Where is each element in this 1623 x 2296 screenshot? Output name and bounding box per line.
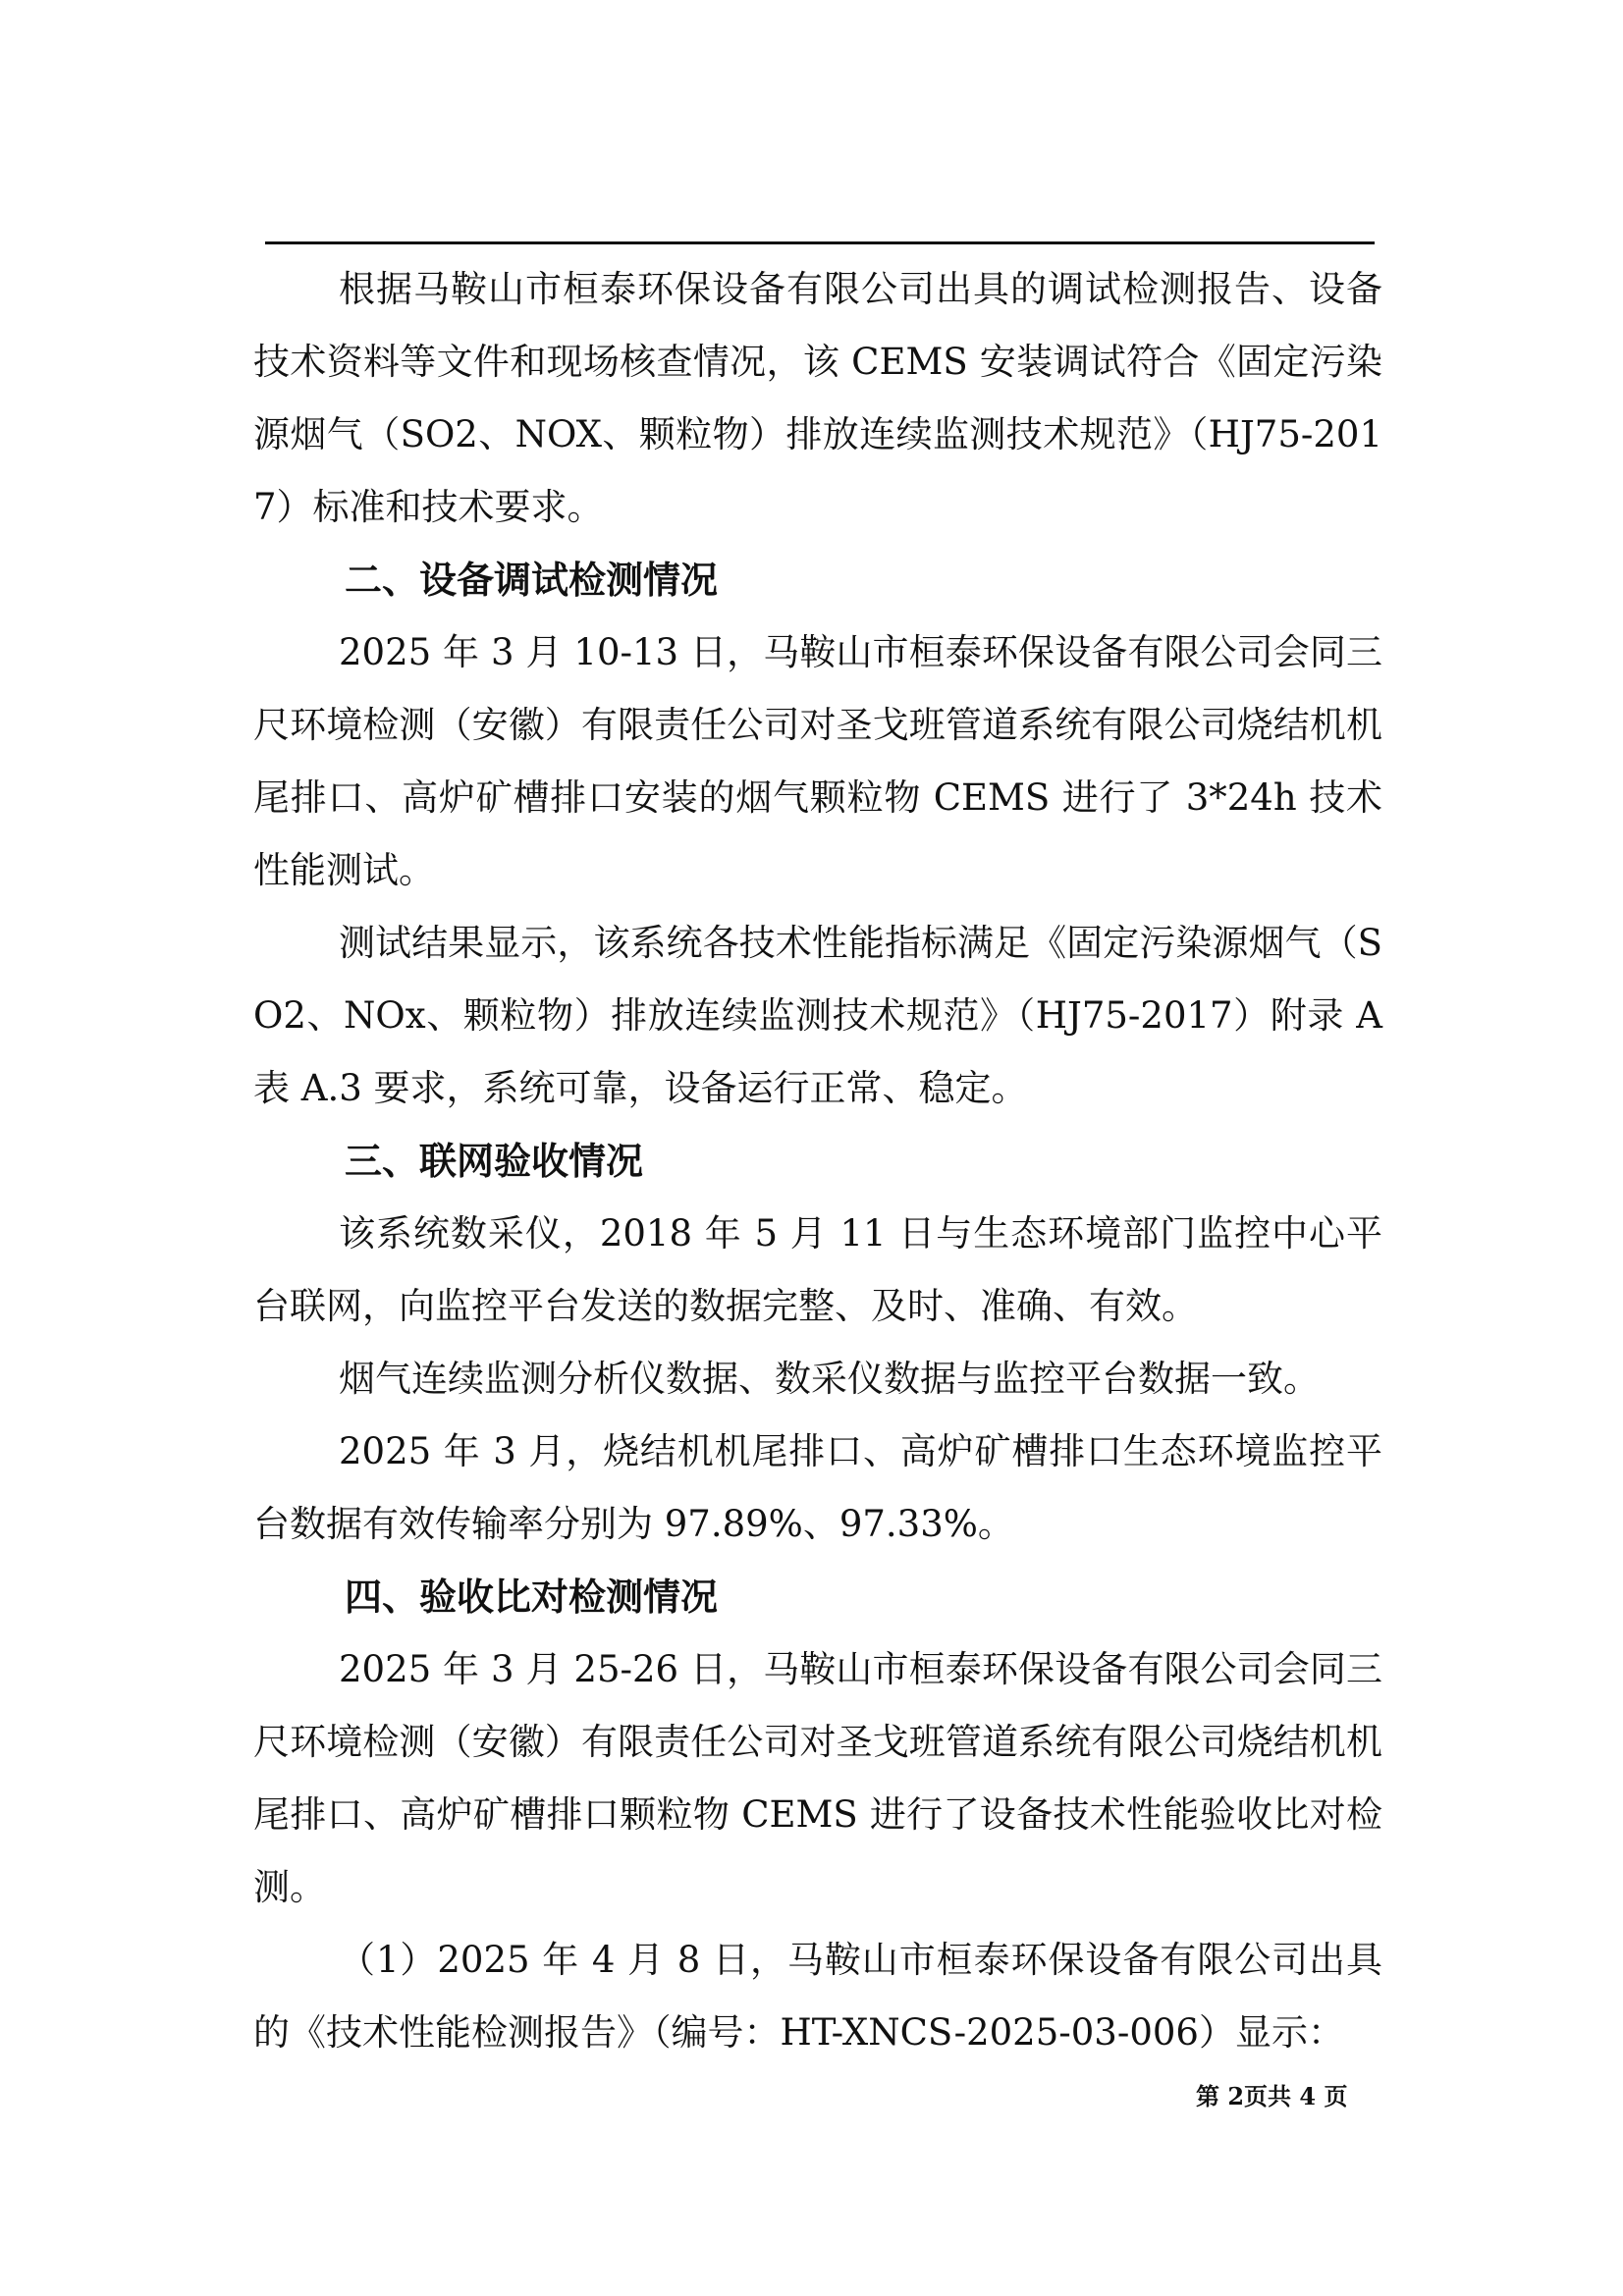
paragraph-cems-conformity: 根据马鞍山市桓泰环保设备有限公司出具的调试检测报告、设备技术资料等文件和现场核查情况，该 CEMS 安装调试符合《固定污染源烟气（SO2、NOX、颗粒物）排放连续监测技术规范》（HJ75-2017）标准和技术要求。 — [253, 268, 1382, 528]
paragraph-comparison-dates: 2025 年 3 月 25-26 日，马鞍山市桓泰环保设备有限公司会同三尺环境检测（安徽）有限责任公司对圣戈班管道系统有限公司烧结机机尾排口、高炉矿槽排口颗粒物 CEMS 进行了设备技术性能验收比对检测。 — [253, 1648, 1382, 1908]
paragraph-network-connection: 该系统数采仪，2018 年 5 月 11 日与生态环境部门监控中心平台联网，向监控平台发送的数据完整、及时、准确、有效。 — [253, 1212, 1382, 1327]
heading-comparison-test: 四、验收比对检测情况 — [345, 1575, 719, 1619]
heading-commissioning-test: 二、设备调试检测情况 — [345, 559, 719, 602]
paragraph-report-reference: （1）2025 年 4 月 8 日，马鞍山市桓泰环保设备有限公司出具的《技术性能检测报告》（编号：HT-XNCS-2025-03-006）显示： — [253, 1939, 1382, 2054]
page-number: 第 2页共 4 页 — [1196, 2082, 1348, 2110]
heading-network-acceptance: 三、联网验收情况 — [345, 1140, 644, 1183]
paragraph-test-dates: 2025 年 3 月 10-13 日，马鞍山市桓泰环保设备有限公司会同三尺环境检测（安徽）有限责任公司对圣戈班管道系统有限公司烧结机机尾排口、高炉矿槽排口安装的烟气颗粒物 CEMS 进行了 3*24h 技术性能测试。 — [253, 631, 1382, 891]
paragraph-data-consistency: 烟气连续监测分析仪数据、数采仪数据与监控平台数据一致。 — [339, 1358, 1320, 1400]
paragraph-transmission-rate: 2025 年 3 月，烧结机机尾排口、高炉矿槽排口生态环境监控平台数据有效传输率分别为 97.89%、97.33%。 — [253, 1430, 1382, 1545]
paragraph-test-results: 测试结果显示，该系统各技术性能指标满足《固定污染源烟气（SO2、NOx、颗粒物）排放连续监测技术规范》（HJ75-2017）附录 A 表 A.3 要求，系统可靠，设备运行正常、稳定。 — [253, 922, 1382, 1109]
document-body — [253, 253, 1382, 2069]
header-rule — [265, 241, 1375, 244]
